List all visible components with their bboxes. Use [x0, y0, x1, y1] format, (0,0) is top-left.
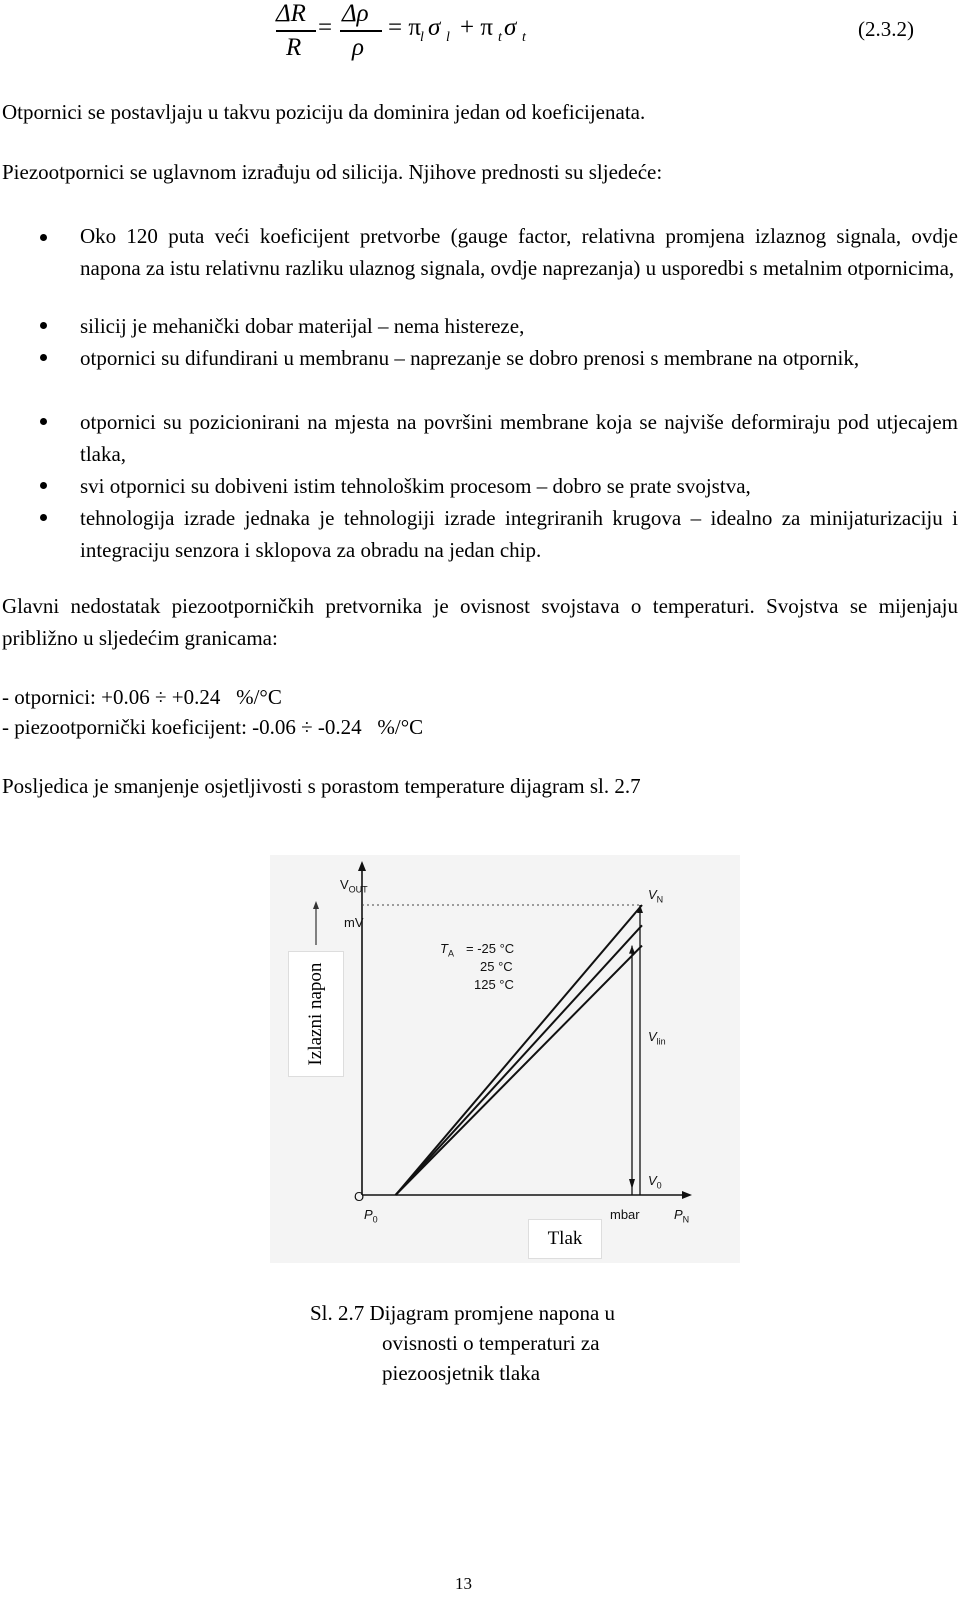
legend-prefix: $T_A$ — [440, 941, 454, 959]
y-axis-unit: mV — [344, 915, 364, 930]
page-number: 13 — [455, 1574, 472, 1593]
eq-mid-bar — [340, 30, 382, 32]
origin-label: O — [354, 1189, 365, 1204]
list-item: svi otpornici su dobiveni istim tehnološkim procesom – dobro se prate svojstva, — [80, 474, 751, 498]
dim-arrow-vlin-head — [629, 946, 635, 954]
bullet-dot — [40, 418, 47, 425]
paragraph-consequence: Posljedica je smanjenje osjetljivosti s porastom temperature dijagram sl. 2.7 — [2, 774, 641, 798]
list-item: tehnologija izrade jednaka je tehnologiji izrade integriranih krugova – idealno za minijaturizaciju i integraciju senzora i sklopova za obradu na jedan chip. — [80, 506, 958, 562]
list-item: silicij je mehanički dobar materijal – nema histereze, — [80, 314, 525, 338]
dim-arrow-v0-head — [629, 1179, 635, 1189]
figure-caption-line1: Sl. 2.7 Dijagram promjene napona u — [310, 1301, 616, 1325]
x-start-label: $P_0$ — [364, 1207, 378, 1225]
eq-rhs-sub-l2: l — [446, 30, 450, 45]
eq-lhs-bar — [276, 30, 316, 32]
ylabel-tag — [288, 951, 344, 1077]
eq-rhs-sub-l: l — [420, 30, 424, 45]
legend-entry-3: 125 °C — [474, 977, 514, 992]
equation-number: (2.3.2) — [858, 17, 914, 41]
y-axis-title: $V_{OUT}$ — [340, 877, 368, 895]
bullet-dot — [40, 514, 47, 521]
eq-mid-denominator: ρ — [352, 34, 364, 61]
marker-vn: $V_N$ — [648, 887, 664, 905]
legend-entry-1: = -25 °C — [466, 941, 515, 956]
y-axis-arrow — [358, 861, 366, 871]
series-line-1 — [396, 905, 642, 1195]
chart-xlabel: Tlak — [528, 1219, 602, 1259]
list-item: otpornici su difundirani u membranu – naprezanje se dobro prenosi s membrane na otpornik, — [80, 346, 860, 370]
list-item: otpornici su pozicionirani na mjesta na površini membrane koja se najviše deformiraju pod utjecajem tlaka, — [80, 410, 958, 466]
bullet-dot — [40, 482, 47, 489]
eq-equals: = — [318, 14, 333, 41]
eq-rhs-sub-t2: t — [522, 30, 526, 45]
marker-v0: $V_0$ — [648, 1173, 662, 1191]
bullet-dot — [40, 354, 47, 361]
x-end-label: $P_N$ — [674, 1207, 690, 1225]
eq-lhs-numerator: ΔR — [276, 0, 306, 27]
eq-rhs-sigma1: σ — [428, 14, 441, 41]
eq-rhs-sub-t: t — [498, 30, 502, 45]
bullet-dot — [40, 234, 47, 241]
eq-rhs-pi1: = π — [388, 14, 421, 41]
series-line-3 — [396, 946, 642, 1195]
figure-caption-line2: ovisnosti o temperaturi za — [382, 1331, 600, 1355]
list-item: Oko 120 puta veći koeficijent pretvorbe (gauge factor, relativna promjena izlaznog signala, ovdje napona za istu relativnu razliku ulaznog signala, ovdje naprezanja) u usporedbi s metalnim otpornicima, — [80, 224, 958, 280]
marker-vlin: $V_{lin}$ — [648, 1029, 666, 1047]
figure-caption-line3: piezoosjetnik tlaka — [382, 1361, 541, 1385]
range-piezo-coefficient: - piezootpornički koeficijent: -0.06 ÷ -0.24 %/°C — [2, 715, 424, 739]
paragraph-advantages: Piezootpornici se uglavnom izrađuju od silicija. Njihove prednosti su sljedeće: — [2, 160, 663, 184]
x-axis-arrow — [682, 1191, 692, 1199]
eq-rhs-sigma2: σ — [504, 14, 517, 41]
ylabel-arrow-head — [313, 901, 319, 909]
series-line-2 — [396, 925, 642, 1195]
eq-mid-numerator: Δρ — [342, 0, 369, 27]
bullet-dot — [40, 322, 47, 329]
chart-figure — [270, 855, 740, 1263]
range-resistors: - otpornici: +0.06 ÷ +0.24 %/°C — [2, 685, 282, 709]
eq-lhs-denominator: R — [286, 34, 302, 61]
paragraph-intro: Otpornici se postavljaju u takvu poziciju da dominira jedan od koeficijenata. — [2, 100, 646, 124]
paragraph-drawback: Glavni nedostatak piezootporničkih pretvornika je ovisnost svojstava o temperaturi. Svojstva se mijenjaju približno u sljedećim granicama: — [2, 594, 958, 650]
legend-entry-2: 25 °C — [480, 959, 513, 974]
chart-ylabel: Izlazni napon — [305, 962, 326, 1066]
eq-rhs-plus-pi2: + π — [460, 14, 493, 41]
x-axis-unit: mbar — [610, 1207, 640, 1222]
